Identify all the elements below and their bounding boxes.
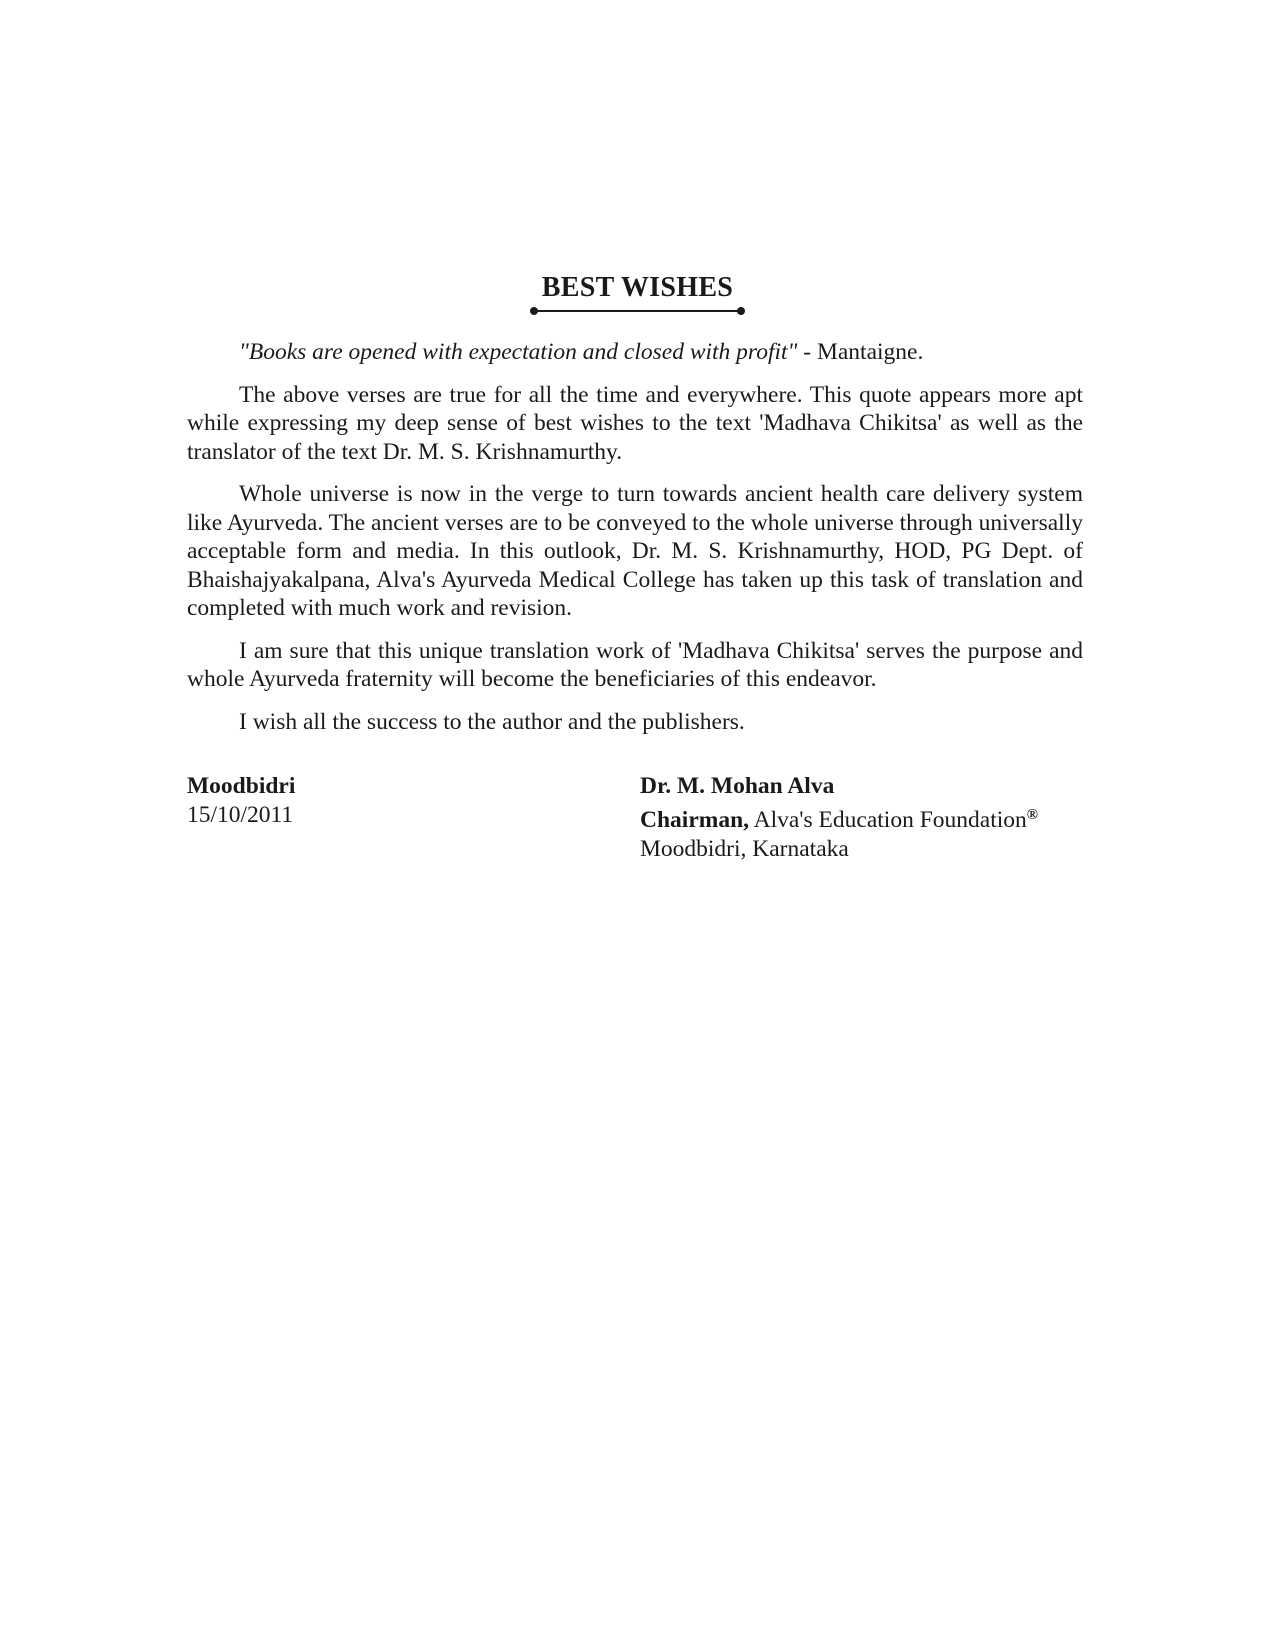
signatory-location: Moodbidri, Karnataka [640, 836, 849, 862]
quote-attribution: - Mantaigne. [797, 339, 924, 365]
signature-left-block [187, 772, 295, 830]
page-title [534, 272, 741, 308]
page-title-text: BEST WISHES [541, 272, 734, 303]
signature-date: 15/10/2011 [187, 802, 294, 828]
signatory-organization: Alva's Education Foundation [749, 807, 1027, 833]
quote-text: "Books are opened with expectation and closed with profit" [239, 339, 798, 365]
title-underline-left-dot [530, 307, 538, 315]
paragraph-3: I am sure that this unique translation work of 'Madhava Chikitsa' serves the purpose and whole Ayurveda fraternity will become the beneficiaries of this endeavor. [187, 637, 1083, 692]
signatory-designation [640, 801, 1038, 835]
signature-place: Moodbidri [187, 773, 296, 799]
heading-container [0, 272, 1275, 308]
paragraph-1: The above verses are true for all the time and everywhere. This quote appears more apt while expressing my deep sense of best wishes to the text 'Madhava Chikitsa' as well as the translator of the text Dr. M. S. Krishnamurthy. [187, 381, 1083, 465]
title-underline-right-dot [737, 307, 745, 315]
title-underline [534, 310, 741, 312]
body-text [187, 338, 1083, 750]
opening-quote [187, 338, 1083, 367]
signatory-name: Dr. M. Mohan Alva [640, 773, 835, 799]
paragraph-2: Whole universe is now in the verge to turn towards ancient health care delivery system like Ayurveda. The ancient verses are to be conveyed to the whole universe through universally acceptable form and media. In this outlook, Dr. M. S. Krishnamurthy, HOD, PG Dept. of Bhaishajyakalpana, Alva's Ayurveda Medical College has taken up this task of translation and completed with much work and revision. [187, 481, 1083, 621]
signatory-title: Chairman, [640, 807, 750, 833]
paragraph-4: I wish all the success to the author and the publishers. [239, 708, 745, 735]
registered-mark: ® [1026, 807, 1038, 823]
signature-right-block [640, 772, 1038, 864]
